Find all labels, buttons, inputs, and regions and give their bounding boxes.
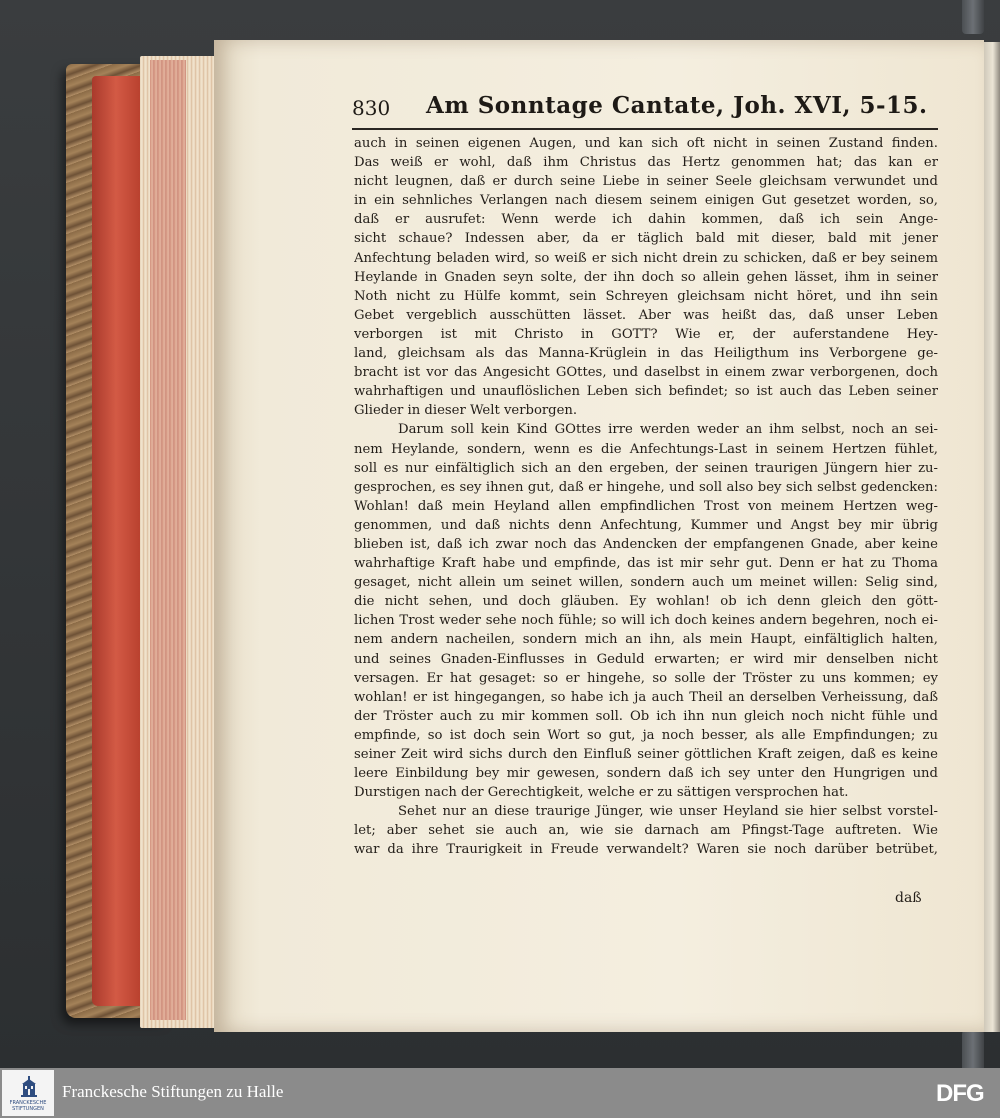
text-line: Darum soll kein Kind GOttes irre werden weder an ihm selbst, noch an sei- <box>398 422 938 438</box>
text-line: der Tröster auch zu mir kommen soll. Ob ich ihn nun gleich noch nicht fühle und <box>354 708 938 724</box>
text-line: soll es nur einfältiglich sich an den ergeben, der seinen traurigen Jüngern hier zu- <box>354 460 938 476</box>
text-line: nem andern nacheilen, sondern mich an ihn, als mein Haupt, einfältiglich halten, <box>354 632 938 648</box>
institution-link[interactable]: Franckesche Stiftungen zu Halle <box>62 1082 284 1101</box>
text-line: Gebet vergeblich ausschütten lässet. Aber was heißt das, daß unser Leben <box>354 307 938 323</box>
text-line: genommen, und daß nichts denn Anfechtung, Kummer und Angst bey mir übrig <box>354 517 938 533</box>
running-head: Am Sonntage Cantate, Joh. XVI, 5-15. <box>426 92 928 119</box>
text-line: wahrhaftige Kraft habe und empfinde, das ist mir sehr gut. Denn er hat zu Thoma <box>354 556 938 572</box>
institution-logo[interactable] <box>2 1070 54 1116</box>
text-line: Das weiß er wohl, daß ihm Christus das Hertz genommen hat; das kan er <box>354 155 938 171</box>
facing-page-edge <box>982 42 1000 1032</box>
catchword: daß <box>895 890 922 906</box>
logo-text: FRANCKESCHE STIFTUNGEN <box>9 1100 47 1112</box>
text-line: lichen Trost weder sehe noch fühle; so will ich doch keines andern begehren, noch ei- <box>354 613 938 629</box>
text-line: Anfechtung beladen wird, so weiß er sich nicht drein zu schicken, daß er bey seinem <box>354 250 938 266</box>
body-text <box>354 134 938 860</box>
text-line: Heylande in Gnaden seyn solte, der ihn doch so allein gehen lässet, ihm in seiner <box>354 269 938 285</box>
book-clamp-bottom <box>962 1030 984 1068</box>
text-line: let; aber sehet sie auch an, wie sie darnach am Pfingst-Tage auftreten. Wie <box>354 823 938 839</box>
text-line: Sehet nur an diese traurige Jünger, wie unser Heyland sie hier selbst vorstel- <box>398 804 938 820</box>
text-line: leere Einbildung bey mir gewesen, sondern daß ich sey unter den Hungrigen und <box>354 766 938 782</box>
text-line: blieben ist, daß ich zwar noch das Andencken der empfangenen Gnade, aber keine <box>354 536 938 552</box>
text-line: Noth nicht zu Hülfe kommt, sein Schreyen gleichsam nicht höret, und ihn sein <box>354 288 938 304</box>
text-line: und seines Gnaden-Einflusses in Geduld erwarten; er wird mir denselben nicht <box>354 651 938 667</box>
page-header <box>352 92 938 126</box>
text-line: seiner Zeit wird sichs durch den Einfluß seiner göttlichen Kraft zeigen, daß es keine <box>354 747 938 762</box>
text-line: sicht schaue? Indessen aber, da er täglich bald mit dieser, bald mit jener <box>354 231 938 247</box>
text-line: Wohlan! daß mein Heyland allen empfindlichen Trost von meinem Hertzen weg- <box>354 498 938 514</box>
text-line: verborgen ist mit Christo in GOTT? Wie er, der auferstandene Hey- <box>354 326 938 342</box>
text-line: daß er ausrufet: Wenn werde ich dahin kommen, daß ich sein Ange- <box>354 212 938 228</box>
dfg-logo[interactable]: DFG <box>936 1080 984 1107</box>
page-number: 830 <box>352 96 391 120</box>
text-line: bracht ist vor das Angesicht GOttes, und daselbst in einem zwar verborgenen, doch <box>354 365 938 381</box>
text-line: war da ihre Traurigkeit in Freude verwandelt? Waren sie noch darüber betrübet, <box>354 842 938 858</box>
text-line: land, gleichsam als das Manna-Krüglein in das Heiligthum ins Verborgene ge- <box>354 346 938 362</box>
text-line: Durstigen nach der Gerechtigkeit, welche er zu sättigen versprochen hat. <box>354 785 849 801</box>
text-line: gesprochen, es sey ihnen gut, daß er hingehe, und soll also bey sich selbst gedencken: <box>354 479 938 495</box>
text-line: wohlan! er ist hingegangen, so habe ich ja auch Theil an derselben Verheissung, daß <box>354 689 938 705</box>
text-line: in ein sehnliches Verlangen nach diesem seinem einigen Gut gesetzet worden, so, <box>354 193 938 209</box>
text-line: wahrhaftigen und unauflöslichen Leben sich befindet; so ist auch das Leben seiner <box>354 384 938 400</box>
text-line: gesaget, nicht allein um seinet willen, sondern auch um meinet willen: Selig sind, <box>354 575 938 591</box>
header-rule <box>352 128 938 130</box>
building-icon <box>20 1076 38 1098</box>
text-line: die nicht sehen, und doch gläuben. Ey wohlan! ob ich denn gleich den gött- <box>354 594 938 610</box>
text-line: Glieder in dieser Welt verborgen. <box>354 403 578 419</box>
footer-bar <box>0 1068 1000 1118</box>
red-page-edge <box>92 76 140 1006</box>
book-clamp-top <box>962 0 984 34</box>
text-line: versagen. Er hat gesaget: so er hingehe, so solle der Tröster zu uns kommen; ey <box>354 670 938 686</box>
page-stack-tint <box>150 60 186 1020</box>
text-line: empfinde, so ist doch sein Wort so gut, ja noch besser, als alle Empfindungen; zu <box>354 727 938 743</box>
text-line: nicht leugnen, daß er durch seine Liebe in seiner Seele gleichsam verwundet und <box>354 174 938 190</box>
text-line: nem Heylande, sondern, wenn es die Anfechtungs-Last in seinem Hertzen fühlet, <box>354 441 938 457</box>
text-line: auch in seinen eigenen Augen, und kan sich oft nicht in seinen Zustand finden. <box>354 136 938 151</box>
